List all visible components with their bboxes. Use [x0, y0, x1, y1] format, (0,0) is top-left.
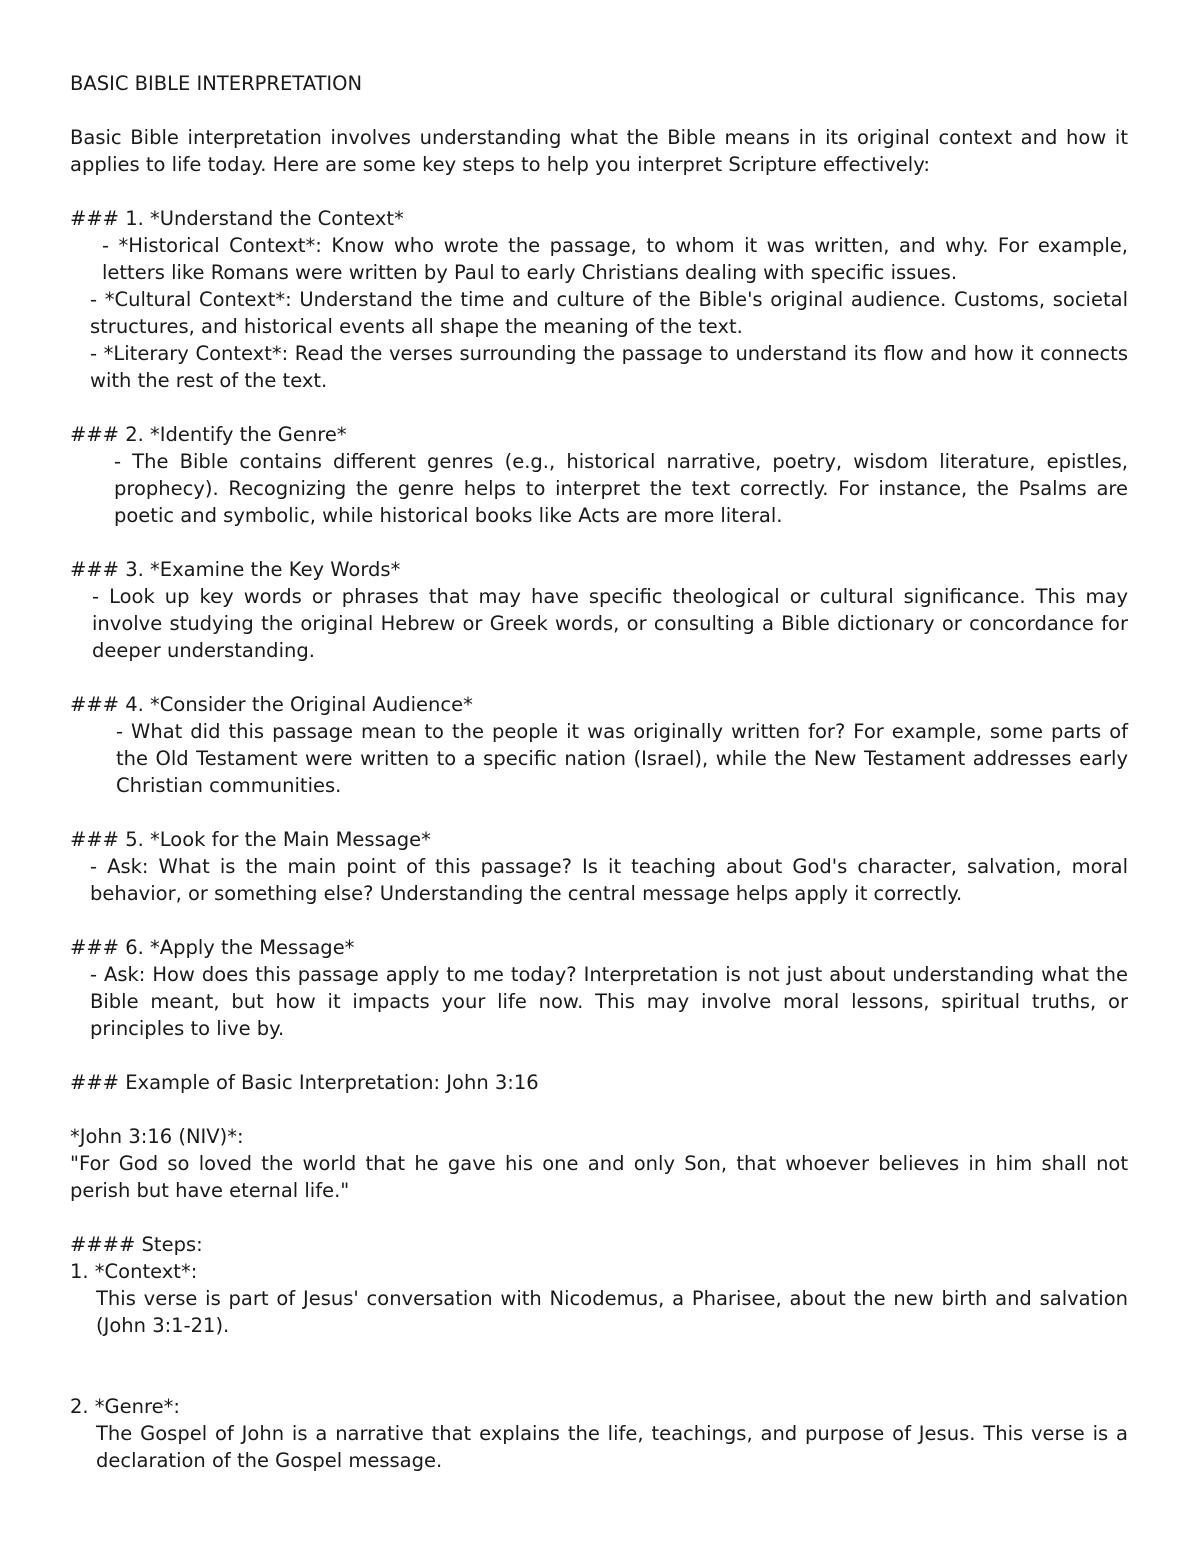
spacer [70, 394, 1128, 421]
section-5-body: - Ask: What is the main point of this passage? Is it teaching about God's character, salvation, moral behavior, or something else? Understanding the central message helps apply it correctly. [90, 855, 1128, 905]
verse-text: "For God so loved the world that he gave his one and only Son, that whoever believes in him shall not perish but have eternal life." [70, 1152, 1128, 1202]
example-heading: ### Example of Basic Interpretation: John 3:16 [70, 1071, 539, 1094]
step-2-label: 2. *Genre*: [70, 1395, 180, 1418]
step-2-body: The Gospel of John is a narrative that explains the life, teachings, and purpose of Jesus. This verse is a declaration of the Gospel message. [96, 1422, 1128, 1472]
historical-context-item: - *Historical Context*: Know who wrote the passage, to whom it was written, and why. For example, letters like Romans were written by Paul to early Christians dealing with specific issues. [102, 234, 1128, 284]
spacer [70, 1204, 1128, 1231]
document-page [70, 70, 1128, 1474]
spacer [70, 1339, 1128, 1393]
step-1-body: This verse is part of Jesus' conversation with Nicodemus, a Pharisee, about the new birth and salvation (John 3:1-21). [96, 1287, 1128, 1337]
section-5-heading: ### 5. *Look for the Main Message* [70, 828, 431, 851]
document-title: BASIC BIBLE INTERPRETATION [70, 72, 363, 95]
spacer [70, 1042, 1128, 1069]
section-3-heading: ### 3. *Examine the Key Words* [70, 558, 401, 581]
section-2-body: - The Bible contains different genres (e.g., historical narrative, poetry, wisdom literature, epistles, prophecy). Recognizing the genre helps to interpret the text correctly. For instance, the Psalms are poetic and symbolic, while historical books like Acts are more literal. [114, 450, 1128, 527]
section-6-body: - Ask: How does this passage apply to me today? Interpretation is not just about understanding what the Bible meant, but how it impacts your life now. This may involve moral lessons, spiritual truths, or principles to live by. [90, 963, 1128, 1040]
steps-heading: #### Steps: [70, 1233, 203, 1256]
spacer [70, 664, 1128, 691]
literary-context-item: - *Literary Context*: Read the verses surrounding the passage to understand its flow and how it connects with the rest of the text. [90, 342, 1128, 392]
section-2-heading: ### 2. *Identify the Genre* [70, 423, 347, 446]
spacer [70, 799, 1128, 826]
section-3-body: - Look up key words or phrases that may have specific theological or cultural significance. This may involve studying the original Hebrew or Greek words, or consulting a Bible dictionary or concordance for deeper understanding. [92, 585, 1128, 662]
step-1-label: 1. *Context*: [70, 1260, 198, 1283]
section-1-heading: ### 1. *Understand the Context* [70, 207, 404, 230]
spacer [70, 178, 1128, 205]
section-4-body: - What did this passage mean to the people it was originally written for? For example, some parts of the Old Testament were written to a specific nation (Israel), while the New Testament addresses early Christian communities. [116, 720, 1128, 797]
verse-reference: *John 3:16 (NIV)*: [70, 1125, 244, 1148]
cultural-context-item: - *Cultural Context*: Understand the time and culture of the Bible's original audience. Customs, societal structures, and historical events all shape the meaning of the text. [90, 288, 1128, 338]
spacer [70, 529, 1128, 556]
spacer [70, 907, 1128, 934]
section-4-heading: ### 4. *Consider the Original Audience* [70, 693, 473, 716]
intro-paragraph: Basic Bible interpretation involves understanding what the Bible means in its original context and how it applies to life today. Here are some key steps to help you interpret Scripture effectively: [70, 126, 1128, 176]
spacer [70, 1096, 1128, 1123]
section-6-heading: ### 6. *Apply the Message* [70, 936, 355, 959]
spacer [70, 97, 1128, 124]
